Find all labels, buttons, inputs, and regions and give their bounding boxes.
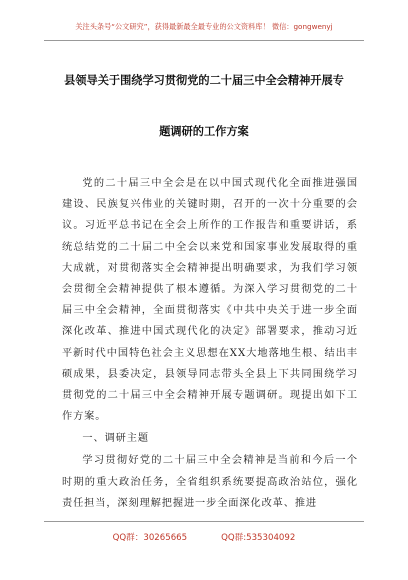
body-paragraph-1: 党的二十届三中全会是在以中国式现代化全面推进强国建设、民族复兴伟业的关键时期，召开的一次十分重要的会议。习近平总书记在全会上所作的工作报告和重要讲话，系统总结党的二十届二中全会以来党和国家事业发展取得的重大成就，对贯彻落实全会精神提出明确要求，为我们学习领会贯彻全会精神提供了根本遵循。为深入学习贯彻党的二十届三中全会精神，全面贯彻落实《中共中央关于进一步全面深化改革、推进中国式现代化的决定》部署要求，推动习近平新时代中国特色社会主义思想在XX大地落地生根、结出丰硕成果，县委决定，县领导同志带头全县上下共同围绕学习贯彻党的二十届三中全会精神开展专题调研。现提出如下工作方案。 [62,178,358,423]
document-body [62,173,358,514]
footer [0,531,408,543]
footer-divider [44,521,364,522]
document-title-line-1: 县领导关于围绕学习贯彻党的二十届三中全会精神开展专 [64,74,344,87]
header-banner: 关注头条号“公文研究”，获得最新最全最专业的公文资料库！ 微信：gongwenyj [75,22,333,31]
footer-qq-group-2: QQ群:535304092 [221,533,296,543]
body-paragraph-2: 学习贯彻好党的二十届三中全会精神是当前和今后一个时期的重大政治任务，全省组织系统要提高政治站位，强化责任担当，深刻理解把握进一步全面深化改革、推进 [62,455,358,509]
document-title-line-2: 题调研的工作方案 [159,125,249,138]
footer-qq-group-1: QQ群：30265665 [112,533,188,543]
section-heading-1: 一、调研主题 [82,433,149,445]
header-divider [44,40,364,41]
